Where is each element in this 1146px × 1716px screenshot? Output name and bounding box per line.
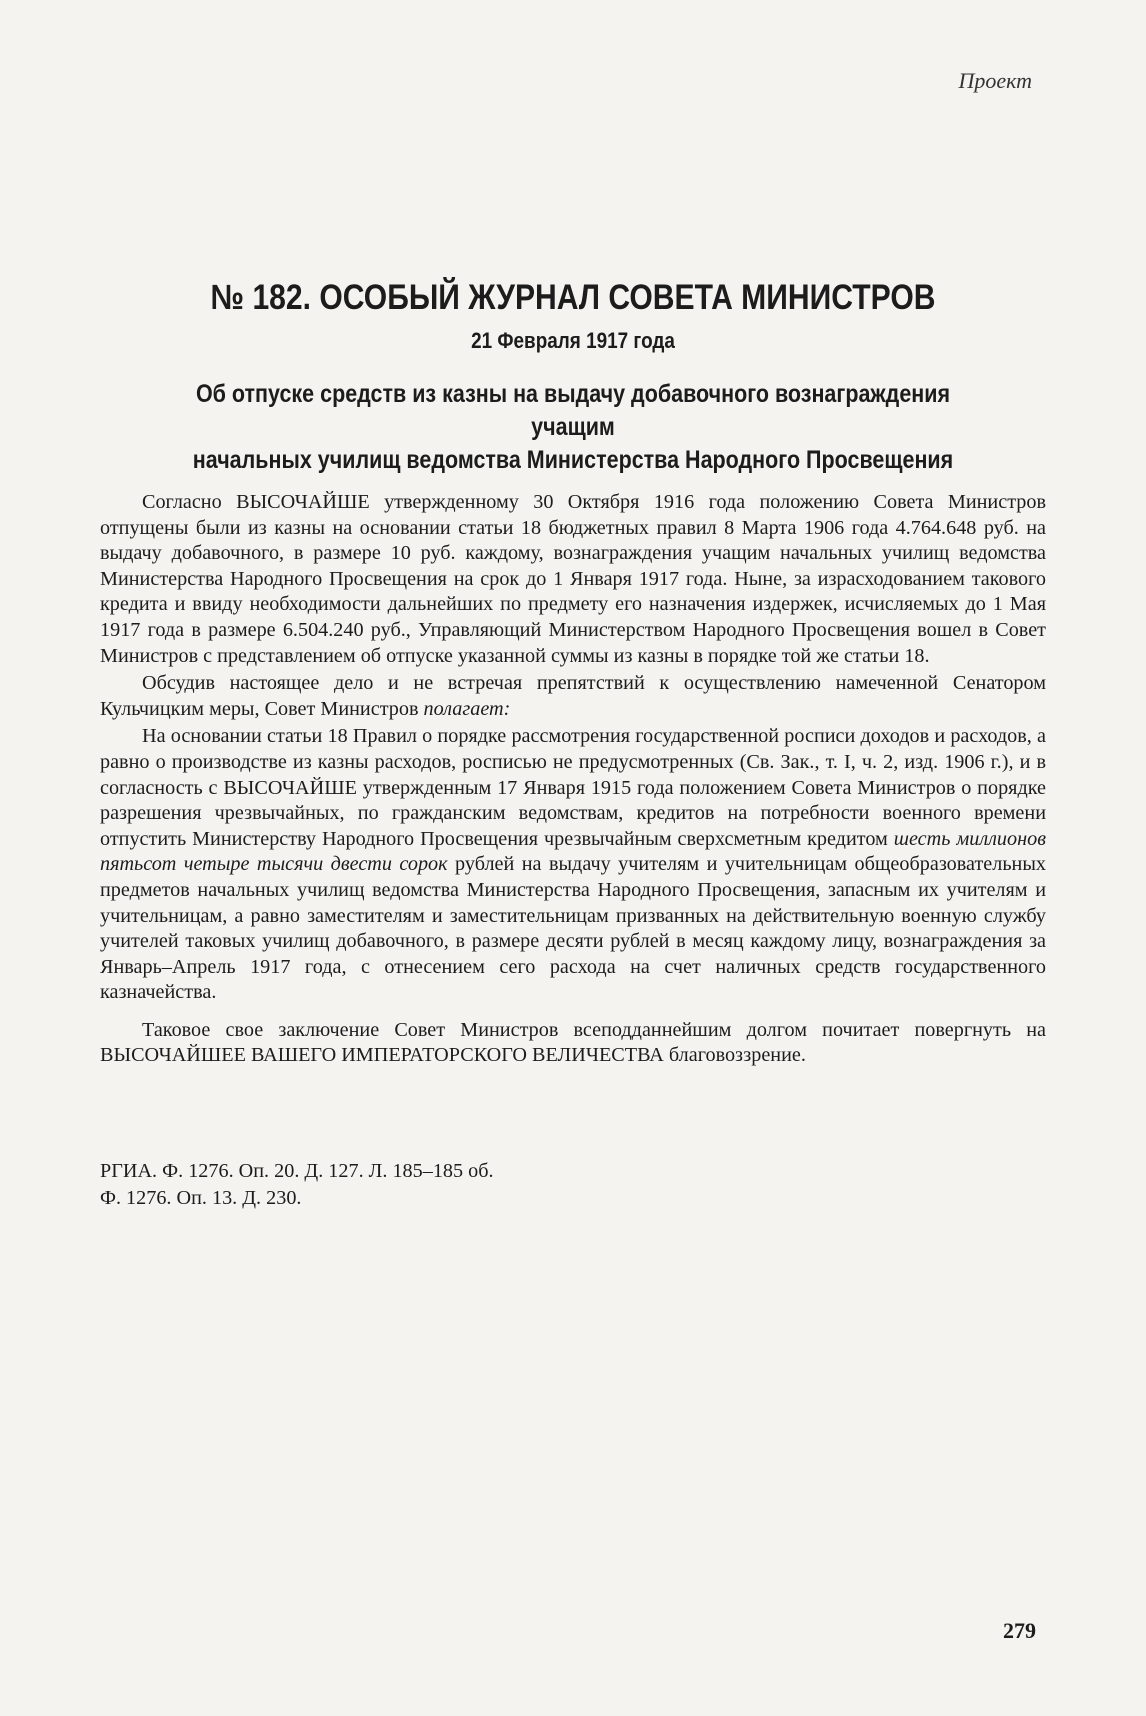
paragraph-3-text-a: На основании статьи 18 Правил о порядке рассмотрения государственной росписи доходов и расходов, а равно о производстве из казны расходов, росписью не предусмотренных (Св. Зак., т. I, ч. 2, изд. 1906 г.), и в согласность с ВЫСОЧАЙШЕ утвержденным 17 Января 1915 года положением Совета Министров о порядке разрешения чрезвычайных, по гражданским ведомствам, кредитов на потребности военного времени отпустить Министерству Народного Просвещения чрезвычайным сверхсметным кредитом: [100, 725, 1046, 850]
paragraph-3-text-c: рублей на выдачу учителям и учительницам общеобразовательных предметов начальных училищ ведомства Министерства Народного Просвещения, запасным их учителям и учительницам, а равно заместителям и заместительницам призванных на действительную военную службу учителей таковых училищ добавочного, в размере десяти рублей в месяц каждому лицу, вознаграждения за Январь–Апрель 1917 года, с отнесением сего расхода на счет наличных средств государственного казначейства.: [100, 853, 1046, 1004]
paragraph-4: Таковое свое заключение Совет Министров всеподданнейшим долгом почитает повергнуть на ВЫСОЧАЙШЕЕ ВАШЕГО ИМПЕРАТОРСКОГО ВЕЛИЧЕСТВА благовоззрение.: [100, 1018, 1046, 1067]
document-title: № 182. ОСОБЫЙ ЖУРНАЛ СОВЕТА МИНИСТРОВ: [210, 278, 936, 317]
paragraph-1: Согласно ВЫСОЧАЙШЕ утвержденному 30 Октября 1916 года положению Совета Министров отпущены были из казны на основании статьи 18 бюджетных правил 8 Марта 1906 года 4.764.648 руб. на выдачу добавочного, в размере 10 руб. каждому, вознаграждения учащим начальных училищ ведомства Министерства Народного Просвещения на срок до 1 Января 1917 года. Ныне, за израсходованием такового кредита и ввиду необходимости дальнейших по предмету его назначения издержек, исчисляемых до 1 Мая 1917 года в размере 6.504.240 руб., Управляющий Министерством Народного Просвещения вошел в Совет Министров с представлением об отпуске указанной суммы из казны в порядке той же статьи 18.: [100, 491, 1046, 667]
document-subject: [166, 378, 980, 477]
paragraph-2-text: Обсудив настоящее дело и не встречая препятствий к осуществлению намеченной Сенатором Кульчицким меры, Совет Министров: [100, 672, 1046, 720]
draft-label: Проект: [958, 68, 1032, 93]
paragraph-3-italic: шесть миллионов пятьсот четыре тысячи двести сорок: [100, 827, 1046, 876]
paragraph-2-italic: полагает:: [423, 697, 511, 720]
archive-line: РГИА. Ф. 1276. Оп. 20. Д. 127. Л. 185–185 об.: [100, 1160, 494, 1182]
document-date: 21 Февраля 1917 года: [471, 328, 675, 353]
paragraph-3: [100, 724, 1046, 1006]
subject-line: Об отпуске средств из казны на выдачу добавочного вознаграждения учащим: [195, 380, 951, 441]
page-number: 279: [1003, 1618, 1036, 1643]
archive-line: Ф. 1276. Оп. 13. Д. 230.: [100, 1187, 302, 1209]
archive-reference: [100, 1158, 1046, 1212]
document-body: [100, 490, 1046, 1071]
subject-line: начальных училищ ведомства Министерства Народного Просвещения: [192, 446, 954, 474]
paragraph-2: [100, 671, 1046, 722]
